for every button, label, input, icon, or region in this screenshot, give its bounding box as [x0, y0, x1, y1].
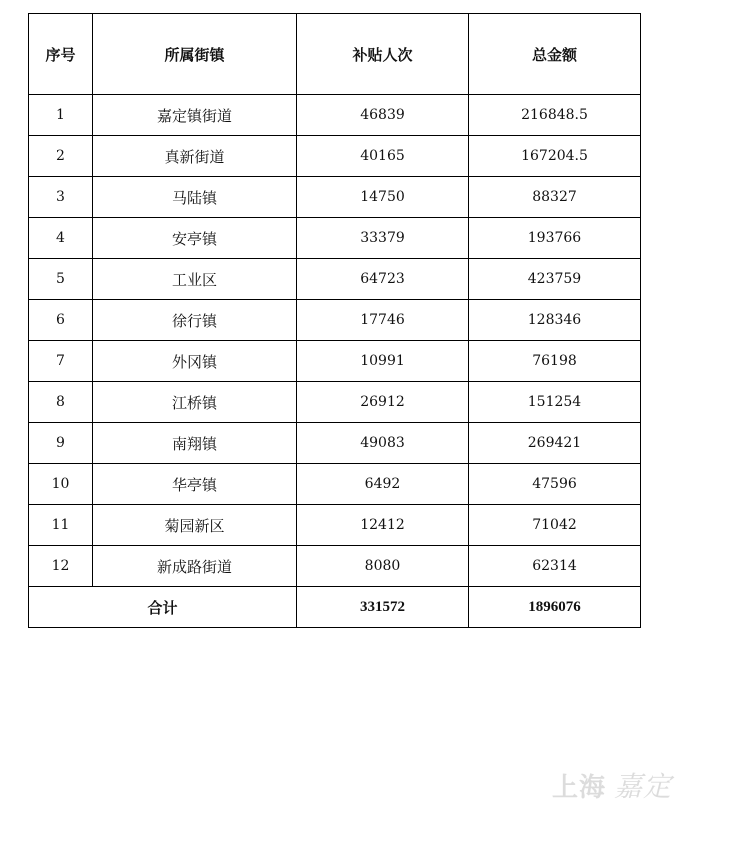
header-town: 所属街镇: [93, 14, 297, 95]
table-row: [29, 382, 641, 423]
cell-amount: 151254: [469, 382, 641, 423]
subsidy-table: [28, 13, 641, 628]
total-label: 合计: [29, 587, 297, 628]
cell-amount: 216848.5: [469, 95, 641, 136]
cell-town: 华亭镇: [93, 464, 297, 505]
cell-town: 嘉定镇街道: [93, 95, 297, 136]
header-count: 补贴人次: [297, 14, 469, 95]
table-row: [29, 341, 641, 382]
table-row: [29, 177, 641, 218]
cell-serial: 7: [29, 341, 93, 382]
cell-count: 33379: [297, 218, 469, 259]
table-row: [29, 464, 641, 505]
cell-amount: 47596: [469, 464, 641, 505]
cell-amount: 88327: [469, 177, 641, 218]
cell-serial: 12: [29, 546, 93, 587]
cell-count: 64723: [297, 259, 469, 300]
cell-serial: 11: [29, 505, 93, 546]
cell-serial: 2: [29, 136, 93, 177]
cell-town: 菊园新区: [93, 505, 297, 546]
table-row: [29, 546, 641, 587]
cell-town: 江桥镇: [93, 382, 297, 423]
table-row: [29, 95, 641, 136]
cell-serial: 5: [29, 259, 93, 300]
table-header-row: [29, 14, 641, 95]
cell-amount: 128346: [469, 300, 641, 341]
cell-count: 12412: [297, 505, 469, 546]
watermark-logo: [552, 765, 672, 805]
cell-count: 14750: [297, 177, 469, 218]
watermark-sub-text: 嘉定: [614, 770, 673, 803]
cell-serial: 6: [29, 300, 93, 341]
table-row: [29, 259, 641, 300]
cell-serial: 3: [29, 177, 93, 218]
cell-amount: 193766: [469, 218, 641, 259]
cell-town: 新成路街道: [93, 546, 297, 587]
header-serial: 序号: [29, 14, 93, 95]
cell-town: 工业区: [93, 259, 297, 300]
cell-amount: 62314: [469, 546, 641, 587]
total-count: 331572: [297, 587, 469, 628]
cell-count: 40165: [297, 136, 469, 177]
cell-count: 26912: [297, 382, 469, 423]
cell-amount: 269421: [469, 423, 641, 464]
cell-town: 马陆镇: [93, 177, 297, 218]
cell-serial: 1: [29, 95, 93, 136]
table-row: [29, 218, 641, 259]
header-amount: 总金额: [469, 14, 641, 95]
cell-serial: 8: [29, 382, 93, 423]
cell-count: 49083: [297, 423, 469, 464]
cell-town: 徐行镇: [93, 300, 297, 341]
table-row: [29, 505, 641, 546]
cell-count: 10991: [297, 341, 469, 382]
cell-serial: 10: [29, 464, 93, 505]
table-row: [29, 300, 641, 341]
cell-amount: 167204.5: [469, 136, 641, 177]
cell-amount: 76198: [469, 341, 641, 382]
cell-amount: 423759: [469, 259, 641, 300]
subsidy-table-container: [28, 13, 640, 628]
cell-count: 8080: [297, 546, 469, 587]
table-row: [29, 136, 641, 177]
cell-count: 17746: [297, 300, 469, 341]
cell-serial: 4: [29, 218, 93, 259]
cell-count: 6492: [297, 464, 469, 505]
cell-count: 46839: [297, 95, 469, 136]
cell-serial: 9: [29, 423, 93, 464]
cell-town: 南翔镇: [93, 423, 297, 464]
cell-town: 外冈镇: [93, 341, 297, 382]
cell-town: 真新街道: [93, 136, 297, 177]
cell-amount: 71042: [469, 505, 641, 546]
total-amount: 1896076: [469, 587, 641, 628]
table-row: [29, 423, 641, 464]
watermark-main-text: 上海: [552, 772, 607, 803]
table-total-row: [29, 587, 641, 628]
cell-town: 安亭镇: [93, 218, 297, 259]
